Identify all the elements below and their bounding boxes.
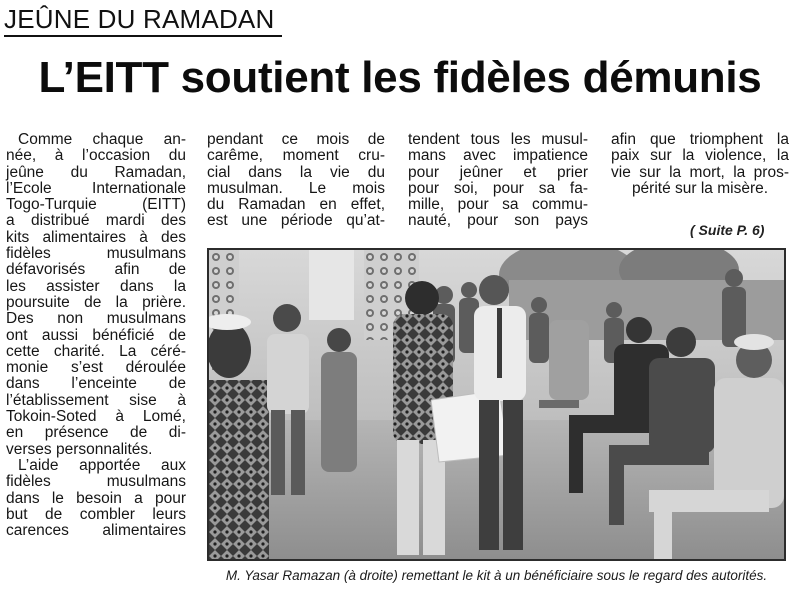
text-line: pour jeûner et prier [408,163,588,181]
text-line: pour soi, pour sa fa- [408,179,588,197]
text-line: dans l’enceinte de [6,375,186,393]
article-headline: L’EITT soutient les fidèles démunis [38,53,762,102]
text-line: a distribué mardi des [6,212,186,230]
text-line: défavorisés afin de [6,261,186,279]
text-line: tendent tous les musul- [408,131,588,148]
news-photo [207,248,786,561]
article-column-2 [207,132,385,230]
text-line: afin que triomphent la [611,131,789,148]
text-line: kits alimentaires à des [6,228,186,246]
text-line: née, à l’occasion du [6,147,186,165]
text-line: périté sur la misère. [631,179,769,197]
article-column-3 [408,132,588,230]
continued-reference: ( Suite P. 6) [690,222,765,238]
text-line: les assister dans la [6,277,186,295]
text-line: en présence de di- [6,424,186,442]
article-column-1 [6,132,186,539]
text-line: carême, moment cru- [207,147,385,165]
text-line: vie sur la mort, la pros- [611,163,789,181]
text-line: L’aide apportée aux [18,456,186,474]
text-line: but de combler leurs [6,505,186,523]
text-line: Tokoin-Soted à Lomé, [6,408,186,426]
text-line: l’établissement sise à [6,391,186,409]
text-line: ont aussi bénéficié de [6,326,186,344]
article-column-4 [611,132,789,197]
text-line: carences alimentaires [6,522,186,540]
text-line: Des non musulmans [6,310,186,328]
section-rubric: JEÛNE DU RAMADAN [4,4,282,37]
photo-illustration [209,250,784,559]
text-line: Togo-Turquie (EITT) [6,196,186,214]
text-line: monie s’est déroulée [6,359,186,377]
text-line: cial dans la vie du [207,163,385,181]
text-line: fidèles musulmans [6,473,186,491]
text-line: mille, pour sa commu- [408,196,588,214]
text-line: poursuite de la prière. [6,293,186,311]
text-line: est une période qu’at- [207,212,385,230]
photo-caption: M. Yasar Ramazan (à droite) remettant le kit à un bénéficiaire sous le regard des autorités. [225,568,768,583]
text-line: jeûne du Ramadan, [6,163,186,181]
text-line: paix sur la violence, la [611,147,789,165]
text-line: mans avec impatience [408,147,588,165]
text-line: pendant ce mois de [207,131,385,148]
text-line: du Ramadan en effet, [207,196,385,214]
text-line: musulman. Le mois [207,179,385,197]
text-line: l’Ecole Internationale [6,179,186,197]
text-line: fidèles musulmans [6,245,186,263]
text-line: nauté, pour son pays [408,212,588,230]
text-line: cette charité. La céré- [6,342,186,360]
text-line: Comme chaque an- [18,131,186,148]
text-line: dans le besoin a pour [6,489,186,507]
text-line: verses personnalités. [6,440,153,458]
